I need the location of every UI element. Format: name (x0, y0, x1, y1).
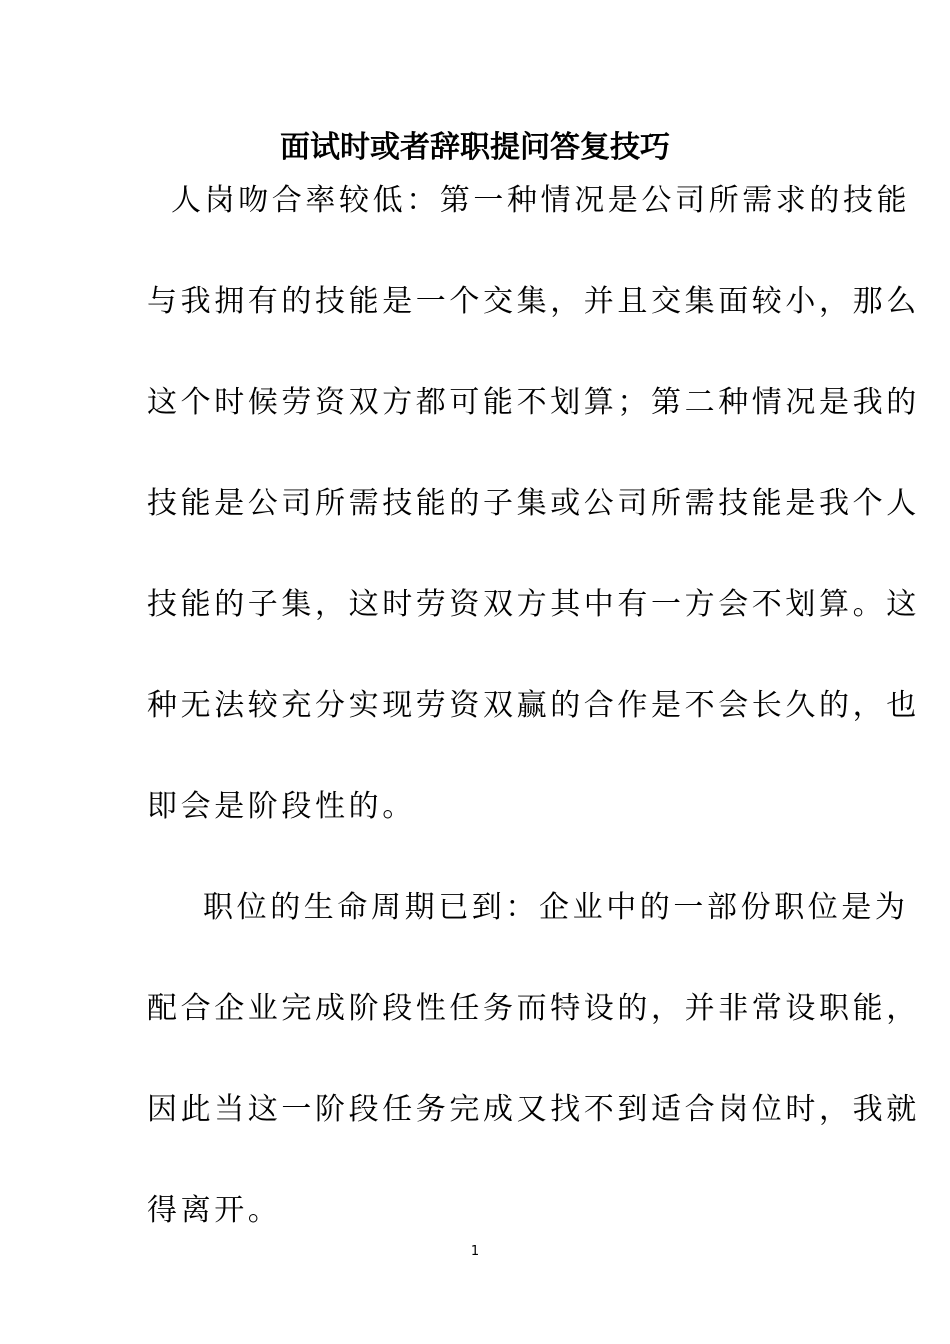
paragraph-1-line-4: 技能是公司所需技能的子集或公司所需技能是我个人 (147, 486, 920, 521)
paragraph-2-line-3: 因此当这一阶段任务完成又找不到适合岗位时，我就 (147, 1092, 920, 1127)
paragraph-1-line-1: 人岗吻合率较低：第一种情况是公司所需求的技能 (171, 183, 911, 218)
paragraph-2-line-1: 职位的生命周期已到：企业中的一部份职位是为 (203, 890, 909, 925)
paragraph-2-line-4: 得离开。 (147, 1193, 282, 1228)
paragraph-1-line-5: 技能的子集，这时劳资双方其中有一方会不划算。这 (147, 587, 920, 622)
page-number: 1 (470, 1244, 480, 1259)
paragraph-1-line-3: 这个时候劳资双方都可能不划算；第二种情况是我的 (147, 385, 920, 420)
paragraph-2-line-2: 配合企业完成阶段性任务而特设的，并非常设职能， (147, 991, 920, 1026)
paragraph-1-line-6: 种无法较充分实现劳资双赢的合作是不会长久的，也 (147, 688, 920, 723)
paragraph-1-line-7: 即会是阶段性的。 (147, 789, 416, 824)
document-body (147, 176, 920, 1287)
document-title: 面试时或者辞职提问答复技巧 (280, 130, 670, 165)
paragraph-1-line-2: 与我拥有的技能是一个交集，并且交集面较小，那么 (147, 284, 920, 319)
